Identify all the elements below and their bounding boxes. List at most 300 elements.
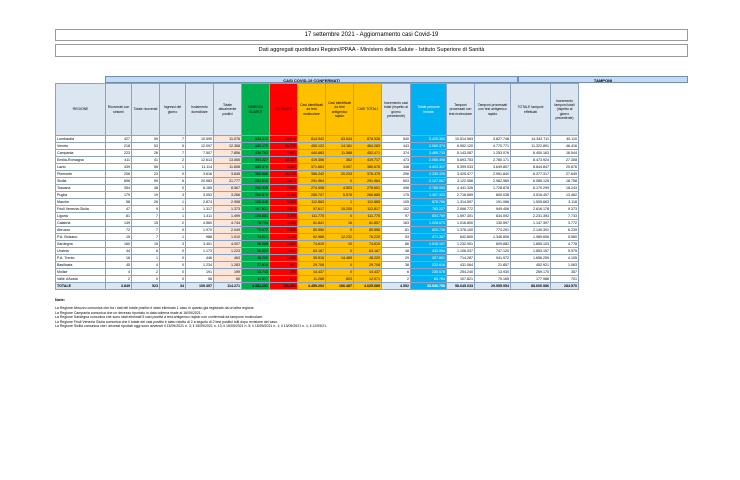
cell-recovered: 13.743 bbox=[242, 269, 270, 276]
cell-hospitalized: 439 bbox=[106, 164, 132, 171]
cell-current-positive: 1.223 bbox=[214, 248, 242, 255]
cell-total-cases: 14.437 bbox=[354, 269, 382, 276]
cell-antigen-cases: 0 bbox=[326, 262, 354, 269]
cell-icu-total: 23 bbox=[132, 171, 160, 178]
cell-people-tested: 1.407.323 bbox=[411, 192, 447, 199]
cell-test-increase: 46.416 bbox=[551, 143, 579, 150]
cell-antigen-cases: 362 bbox=[326, 157, 354, 164]
cell-deaths: 8.593 bbox=[270, 164, 298, 171]
cell-hospitalized: 16 bbox=[106, 255, 132, 262]
cell-recovered: 106.845 bbox=[242, 199, 270, 206]
cell-icu-admissions: 1 bbox=[160, 213, 186, 220]
cell-antigen-cases: 166.487 bbox=[326, 283, 354, 290]
cell-people-tested: 3.489.733 bbox=[411, 150, 447, 157]
cell-hospitalized: 179 bbox=[106, 192, 132, 199]
cell-icu-total: 41 bbox=[132, 157, 160, 164]
cell-molecular-cases: 35.516 bbox=[298, 255, 326, 262]
cell-test-increase: 701 bbox=[551, 276, 579, 283]
cell-case-increase: 443 bbox=[382, 143, 411, 150]
cell-icu-total: 9 bbox=[132, 206, 160, 213]
cell-total-tests: 6.085.125 bbox=[511, 178, 551, 185]
table-row bbox=[56, 150, 579, 157]
col-home-isolation: Isolamento domiciliare bbox=[186, 84, 214, 136]
cell-deaths: 3.062 bbox=[270, 199, 298, 206]
note-line: La Regione Sardegna comunica che sono stati eliminati 5 casi positivi a test antigenico rapido non confermati da tampone molecolare. bbox=[55, 315, 263, 320]
cell-test-increase: 284.570 bbox=[551, 283, 579, 290]
cell-icu-total: 48 bbox=[132, 185, 160, 192]
cell-case-increase: 48 bbox=[382, 248, 411, 255]
cell-region: Friuli Venezia Giulia bbox=[56, 206, 106, 213]
cell-test-increase: 40.110 bbox=[551, 136, 579, 143]
cell-icu-total: 2 bbox=[132, 269, 160, 276]
cell-home-isolation: 2.874 bbox=[186, 199, 214, 206]
cell-total-cases: 291.964 bbox=[354, 178, 382, 185]
cell-molecular-tests: 1.314.597 bbox=[447, 199, 475, 206]
cell-molecular-cases: 274.008 bbox=[298, 185, 326, 192]
table-row bbox=[56, 241, 579, 248]
cell-hospitalized: 149 bbox=[106, 220, 132, 227]
cell-home-isolation: 1.317 bbox=[186, 206, 214, 213]
cell-current-positive: 114.271 bbox=[214, 283, 242, 290]
cell-antigen-tests: 949.406 bbox=[475, 206, 511, 213]
covid-cases-table bbox=[55, 83, 579, 290]
cell-molecular-cases: 63.167 bbox=[298, 248, 326, 255]
cell-antigen-cases: 10 bbox=[326, 241, 354, 248]
cell-total-tests: 88.600.986 bbox=[511, 283, 551, 290]
col-antigen-tests: Tamponi processati con test antigenico rapido bbox=[475, 84, 511, 136]
cell-people-tested: 433.554 bbox=[411, 248, 447, 255]
cell-recovered: 440.179 bbox=[242, 143, 270, 150]
cell-icu-admissions: 3 bbox=[160, 192, 186, 199]
cell-icu-total: 59 bbox=[132, 136, 160, 143]
cell-total-cases: 63.167 bbox=[354, 248, 382, 255]
cell-current-positive: 13.065 bbox=[214, 157, 242, 164]
cell-region: Lombardia bbox=[56, 136, 106, 143]
cell-case-increase: 348 bbox=[382, 164, 411, 171]
cell-hospitalized: 58 bbox=[106, 199, 132, 206]
cell-test-increase: 13.462 bbox=[551, 192, 579, 199]
cell-molecular-cases: 112.863 bbox=[298, 199, 326, 206]
cell-molecular-cases: 111.775 bbox=[298, 213, 326, 220]
cell-region: Valle d'Aosta bbox=[56, 276, 106, 283]
cell-region: Piemonte bbox=[56, 171, 106, 178]
cell-region: Umbria bbox=[56, 248, 106, 255]
col-antigen-cases: Casi identificati da test antigenico rapido bbox=[326, 84, 354, 136]
cell-molecular-tests: 5.693.753 bbox=[447, 157, 475, 164]
cell-icu-admissions: 0 bbox=[160, 269, 186, 276]
table-body bbox=[56, 136, 579, 290]
cell-deaths: 6.764 bbox=[270, 192, 298, 199]
cell-icu-admissions: 0 bbox=[160, 262, 186, 269]
cell-region: Basilicata bbox=[56, 262, 106, 269]
cell-molecular-cases: 814.942 bbox=[298, 136, 326, 143]
cell-antigen-tests: 29.955.954 bbox=[475, 283, 511, 290]
cell-molecular-tests: 254.240 bbox=[447, 269, 475, 276]
cell-recovered: 27.818 bbox=[242, 262, 270, 269]
cell-current-positive: 3.266 bbox=[214, 192, 242, 199]
cell-hospitalized: 15 bbox=[106, 234, 132, 241]
cell-hospitalized: 160 bbox=[106, 241, 132, 248]
table-row bbox=[56, 220, 579, 227]
col-people-tested: Totale persone testate bbox=[411, 84, 447, 136]
cell-current-positive: 1.010 bbox=[214, 234, 242, 241]
cell-total-cases: 4.625.689 bbox=[354, 283, 382, 290]
cell-home-isolation: 8.165 bbox=[186, 185, 214, 192]
cell-antigen-cases: 63.544 bbox=[326, 136, 354, 143]
cell-molecular-tests: 1.106.037 bbox=[447, 248, 475, 255]
cell-test-increase: 4.778 bbox=[551, 241, 579, 248]
report-title: 17 settembre 2021 - Aggiornamento casi Covid-19 bbox=[55, 29, 688, 41]
cell-case-increase: 163 bbox=[382, 220, 411, 227]
cell-people-tested: 2.785.993 bbox=[411, 185, 447, 192]
report-subtitle: Dati aggregati quotidiani Regioni/PPAA - Ministero della Salute - Istituto Superiore di Sanità bbox=[55, 44, 688, 57]
cell-hospitalized: 354 bbox=[106, 185, 132, 192]
cell-home-isolation: 988 bbox=[186, 234, 214, 241]
cell-recovered: 4.381.191 bbox=[242, 283, 270, 290]
cell-people-tested: 825.728 bbox=[411, 227, 447, 234]
table-row bbox=[56, 192, 579, 199]
cell-region: P.A. Bolzano bbox=[56, 234, 106, 241]
cell-icu-admissions: 7 bbox=[160, 136, 186, 143]
cell-case-increase: 498 bbox=[382, 185, 411, 192]
cell-total-cases: 419.717 bbox=[354, 157, 382, 164]
cell-deaths: 13.427 bbox=[270, 157, 298, 164]
cell-icu-total: 4 bbox=[132, 262, 160, 269]
cell-home-isolation: 11.114 bbox=[186, 164, 214, 171]
cell-home-isolation: 109.357 bbox=[186, 283, 214, 290]
col-region: REGIONE bbox=[56, 84, 106, 136]
cell-current-positive: 8.567 bbox=[214, 185, 242, 192]
table-row bbox=[56, 164, 579, 171]
cell-recovered: 262.935 bbox=[242, 185, 270, 192]
cell-current-positive: 1.283 bbox=[214, 262, 242, 269]
cell-test-increase: 357 bbox=[551, 269, 579, 276]
cell-deaths: 607 bbox=[270, 262, 298, 269]
cell-antigen-tests: 13.930 bbox=[475, 269, 511, 276]
cell-case-increase: 105 bbox=[382, 199, 411, 206]
cell-icu-total: 7 bbox=[132, 227, 160, 234]
cell-people-tested: 233.616 bbox=[411, 262, 447, 269]
cell-total-tests: 11.322.891 bbox=[511, 143, 551, 150]
cell-molecular-cases: 74.619 bbox=[298, 241, 326, 248]
cell-total-tests: 6.377.317 bbox=[511, 171, 551, 178]
cell-antigen-tests: 609.882 bbox=[475, 241, 511, 248]
cell-region: Sardegna bbox=[56, 241, 106, 248]
cell-total-tests: 269.170 bbox=[511, 269, 551, 276]
cell-total-cases: 29.708 bbox=[354, 262, 382, 269]
cell-icu-admissions: 1 bbox=[160, 206, 186, 213]
table-row bbox=[56, 136, 579, 143]
cell-antigen-tests: 1.253.076 bbox=[475, 150, 511, 157]
cell-people-tested: 783.227 bbox=[411, 206, 447, 213]
cell-current-positive: 4.744 bbox=[214, 220, 242, 227]
cell-total-cases: 111.775 bbox=[354, 213, 382, 220]
table-row bbox=[56, 178, 579, 185]
cell-icu-total: 1 bbox=[132, 255, 160, 262]
cell-hospitalized: 427 bbox=[106, 136, 132, 143]
cell-region: Lazio bbox=[56, 164, 106, 171]
cell-recovered: 263.514 bbox=[242, 178, 270, 185]
cell-deaths: 130.201 bbox=[270, 283, 298, 290]
cell-total-cases: 380.676 bbox=[354, 164, 382, 171]
cell-molecular-tests: 1.016.800 bbox=[447, 220, 475, 227]
cell-hospitalized: 206 bbox=[106, 171, 132, 178]
col-deaths: DECEDUTI bbox=[270, 84, 298, 136]
cell-home-isolation: 4.560 bbox=[186, 220, 214, 227]
cell-molecular-tests: 2.066.772 bbox=[447, 206, 475, 213]
cell-recovered: 360.475 bbox=[242, 164, 270, 171]
cell-total-tests: 177.986 bbox=[511, 276, 551, 283]
cell-molecular-tests: 1.376.100 bbox=[447, 227, 475, 234]
cell-case-increase: 102 bbox=[382, 206, 411, 213]
cell-test-increase: 3.772 bbox=[551, 220, 579, 227]
cell-molecular-cases: 291.964 bbox=[298, 178, 326, 185]
cell-people-tested: 2.069.374 bbox=[411, 143, 447, 150]
table-row bbox=[56, 199, 579, 206]
cell-current-positive: 1.499 bbox=[214, 213, 242, 220]
table-row bbox=[56, 262, 579, 269]
cell-hospitalized: 218 bbox=[106, 143, 132, 150]
cell-icu-total: 7 bbox=[132, 234, 160, 241]
cell-home-isolation: 191 bbox=[186, 269, 214, 276]
cell-home-isolation: 1.970 bbox=[186, 227, 214, 234]
cell-case-increase: 38 bbox=[382, 262, 411, 269]
cell-hospitalized: 45 bbox=[106, 262, 132, 269]
cell-people-tested: 834.769 bbox=[411, 213, 447, 220]
cell-total-tests: 8.844.847 bbox=[511, 164, 551, 171]
cell-people-tested: 876.766 bbox=[411, 199, 447, 206]
cell-case-increase: 6 bbox=[382, 269, 411, 276]
col-case-increase: Incremento casi totali (rispetto al giorno precedente) bbox=[382, 84, 411, 136]
cell-recovered: 107.631 bbox=[242, 206, 270, 213]
cell-deaths: 499 bbox=[270, 269, 298, 276]
cell-test-increase: 4.105 bbox=[551, 255, 579, 262]
cell-home-isolation: 446 bbox=[186, 255, 214, 262]
cell-test-increase: 5.560 bbox=[551, 234, 579, 241]
cell-current-positive: 1.373 bbox=[214, 206, 242, 213]
cell-hospitalized: 223 bbox=[106, 150, 132, 157]
table-row bbox=[56, 206, 579, 213]
cell-molecular-cases: 371.663 bbox=[298, 164, 326, 171]
table-row bbox=[56, 213, 579, 220]
cell-antigen-tests: 4.770.771 bbox=[475, 143, 511, 150]
cell-antigen-cases: 0 bbox=[326, 213, 354, 220]
cell-icu-total: 53 bbox=[132, 143, 160, 150]
cell-total-tests: 2.149.391 bbox=[511, 227, 551, 234]
cell-molecular-tests: 3.122.556 bbox=[447, 178, 475, 185]
cell-people-tested: 471.307 bbox=[411, 234, 447, 241]
note-line: La Regione Friuli Venezia Giulia comunica che il totale dei casi positivi è stato ridotto di 2 a seguito di 2 test positivi tolti dopo revisione del caso. bbox=[55, 319, 278, 324]
cell-recovered: 393.227 bbox=[242, 157, 270, 164]
col-total-cases: CASI TOTALI bbox=[354, 84, 382, 136]
cell-deaths: 3.813 bbox=[270, 206, 298, 213]
cell-molecular-tests: 431.064 bbox=[447, 262, 475, 269]
cell-icu-total: 26 bbox=[132, 199, 160, 206]
cell-deaths: 4.395 bbox=[270, 213, 298, 220]
cell-molecular-cases: 97.617 bbox=[298, 206, 326, 213]
cell-total-tests: 2.616.178 bbox=[511, 206, 551, 213]
cell-case-increase: 97 bbox=[382, 213, 411, 220]
cell-case-increase: 175 bbox=[382, 192, 411, 199]
cell-icu-total: 15 bbox=[132, 241, 160, 248]
cell-region: Calabria bbox=[56, 220, 106, 227]
cell-home-isolation: 1.411 bbox=[186, 213, 214, 220]
cell-antigen-cases: 20.233 bbox=[326, 171, 354, 178]
cell-home-isolation: 10.590 bbox=[186, 136, 214, 143]
cell-current-positive: 3.845 bbox=[214, 171, 242, 178]
cell-antigen-cases: 9.007 bbox=[326, 164, 354, 171]
cell-case-increase: 53 bbox=[382, 234, 411, 241]
cell-molecular-cases: 356.242 bbox=[298, 171, 326, 178]
cell-total-tests: 1.989.606 bbox=[511, 234, 551, 241]
cell-deaths: 2.535 bbox=[270, 227, 298, 234]
cell-people-tested: 2.335.325 bbox=[411, 171, 447, 178]
cell-antigen-tests: 747.120 bbox=[475, 248, 511, 255]
cell-icu-total: 523 bbox=[132, 283, 160, 290]
cell-total-cases: 112.865 bbox=[354, 199, 382, 206]
cell-total-tests: 1.147.397 bbox=[511, 220, 551, 227]
cell-hospitalized: 72 bbox=[106, 227, 132, 234]
cell-current-positive: 2.049 bbox=[214, 227, 242, 234]
cell-recovered: 66.988 bbox=[242, 241, 270, 248]
table-row bbox=[56, 157, 579, 164]
cell-region: Veneto bbox=[56, 143, 106, 150]
cell-molecular-tests: 1.232.901 bbox=[447, 241, 475, 248]
cell-test-increase: 3.118 bbox=[551, 199, 579, 206]
cell-deaths: 11.736 bbox=[270, 143, 298, 150]
note-line: La Regione Abruzzo comunica che tra i dati del totale positivi è stato eliminato 1 caso in quanto già registrato da un'altra regione. bbox=[55, 306, 255, 311]
table-row bbox=[56, 185, 579, 192]
cell-test-increase: 7.733 bbox=[551, 213, 579, 220]
cell-deaths: 1.441 bbox=[270, 248, 298, 255]
cell-region: Marche bbox=[56, 199, 106, 206]
cell-region: Emilia-Romagna bbox=[56, 157, 106, 164]
cell-region: Sicilia bbox=[56, 178, 106, 185]
cell-total-tests: 1.853.157 bbox=[511, 248, 551, 255]
cell-antigen-tests: 2.951.840 bbox=[475, 171, 511, 178]
cell-icu-admissions: 1 bbox=[160, 164, 186, 171]
cell-molecular-cases: 81.841 bbox=[298, 220, 326, 227]
cell-case-increase: 4.552 bbox=[382, 283, 411, 290]
cell-antigen-tests: 941.972 bbox=[475, 255, 511, 262]
cell-hospitalized: 4 bbox=[106, 269, 132, 276]
cell-total-cases: 266.885 bbox=[354, 192, 382, 199]
cell-test-increase: 1.063 bbox=[551, 262, 579, 269]
cell-current-positive: 21.777 bbox=[214, 178, 242, 185]
cell-total-cases: 878.526 bbox=[354, 136, 382, 143]
cell-antigen-tests: 1.728.878 bbox=[475, 185, 511, 192]
cell-recovered: 48.209 bbox=[242, 255, 270, 262]
cell-region: Liguria bbox=[56, 213, 106, 220]
cell-recovered: 60.503 bbox=[242, 248, 270, 255]
cell-icu-admissions: 0 bbox=[160, 255, 186, 262]
cell-region: TOTALE bbox=[56, 283, 106, 290]
cell-case-increase: 2 bbox=[382, 276, 411, 283]
cell-icu-admissions: 1 bbox=[160, 199, 186, 206]
table-row bbox=[56, 269, 579, 276]
cell-antigen-tests: 3.827.748 bbox=[475, 136, 511, 143]
cell-icu-admissions: 0 bbox=[160, 276, 186, 283]
table-row bbox=[56, 234, 579, 241]
cell-hospitalized: 3.849 bbox=[106, 283, 132, 290]
cell-icu-admissions: 6 bbox=[160, 178, 186, 185]
cell-home-isolation: 12.097 bbox=[186, 143, 214, 150]
cell-antigen-tests: 1.346.806 bbox=[475, 234, 511, 241]
cell-case-increase: 540 bbox=[382, 136, 411, 143]
cell-antigen-cases: 0 bbox=[326, 227, 354, 234]
cell-current-positive: 11.608 bbox=[214, 164, 242, 171]
cell-molecular-tests: 10.514.963 bbox=[447, 136, 475, 143]
notes-title: Note: bbox=[55, 297, 66, 302]
cell-region: Molise bbox=[56, 269, 106, 276]
cell-test-increase: 27.308 bbox=[551, 157, 579, 164]
cell-total-cases: 74.619 bbox=[354, 241, 382, 248]
cell-deaths: 7.099 bbox=[270, 185, 298, 192]
cell-antigen-cases: 14.161 bbox=[326, 143, 354, 150]
cell-current-positive: 199 bbox=[214, 269, 242, 276]
cell-people-tested: 83.764 bbox=[411, 276, 447, 283]
cell-home-isolation: 3.053 bbox=[186, 192, 214, 199]
cell-total-tests: 6.170.299 bbox=[511, 185, 551, 192]
note-line: La Regione Campania comunica che un decesso riportato in data odierna risale al 16/09/2021. bbox=[55, 310, 202, 315]
cell-icu-admissions: 5 bbox=[160, 143, 186, 150]
cell-total-tests: 3.516.407 bbox=[511, 192, 551, 199]
cell-antigen-tests: 70.165 bbox=[475, 276, 511, 283]
cell-recovered: 75.794 bbox=[242, 220, 270, 227]
cell-antigen-cases: 1 bbox=[326, 199, 354, 206]
cell-total-tests: 2.231.393 bbox=[511, 213, 551, 220]
cell-icu-admissions: 0 bbox=[160, 248, 186, 255]
cell-icu-total: 15 bbox=[132, 220, 160, 227]
cell-antigen-cases: 0 bbox=[326, 248, 354, 255]
cell-molecular-cases: 4.459.202 bbox=[298, 283, 326, 290]
cell-region: Campania bbox=[56, 150, 106, 157]
cell-molecular-cases: 29.708 bbox=[298, 262, 326, 269]
cell-current-positive: 7.856 bbox=[214, 150, 242, 157]
cell-test-increase: 5.975 bbox=[551, 248, 579, 255]
cell-icu-total: 6 bbox=[132, 248, 160, 255]
cell-people-tested: 2.056.498 bbox=[411, 157, 447, 164]
col-test-increase: Incremento tamponi totali (rispetto al giorno precedente) bbox=[551, 84, 579, 136]
col-total-tests: TOTALE tamponi effettuati bbox=[511, 84, 551, 136]
cell-deaths: 6.673 bbox=[270, 178, 298, 185]
cell-case-increase: 29 bbox=[382, 255, 411, 262]
cell-test-increase: 20.676 bbox=[551, 164, 579, 171]
cell-home-isolation: 1.234 bbox=[186, 262, 214, 269]
cell-antigen-tests: 21.857 bbox=[475, 262, 511, 269]
cell-recovered: 834.471 bbox=[242, 136, 270, 143]
cell-total-tests: 1.855.103 bbox=[511, 241, 551, 248]
cell-total-tests: 14.342.711 bbox=[511, 136, 551, 143]
cell-molecular-cases: 450.122 bbox=[298, 143, 326, 150]
cell-total-cases: 464.283 bbox=[354, 143, 382, 150]
cell-hospitalized: 2 bbox=[106, 276, 132, 283]
cell-total-tests: 8.473.924 bbox=[511, 157, 551, 164]
cell-icu-total: 19 bbox=[132, 192, 160, 199]
col-recovered: DIMESSI/ GUARITI bbox=[242, 84, 270, 136]
cell-icu-admissions: 2 bbox=[160, 157, 186, 164]
cell-current-positive: 4.007 bbox=[214, 241, 242, 248]
cell-antigen-cases: 15.200 bbox=[326, 206, 354, 213]
col-molecular-tests: Tamponi processati con test molecolare bbox=[447, 84, 475, 136]
cell-hospitalized: 44 bbox=[106, 248, 132, 255]
cell-molecular-cases: 62.988 bbox=[298, 234, 326, 241]
cell-icu-total: 7 bbox=[132, 213, 160, 220]
cell-molecular-tests: 6.552.120 bbox=[447, 143, 475, 150]
cell-icu-admissions: 3 bbox=[160, 241, 186, 248]
cell-home-isolation: 3.401 bbox=[186, 241, 214, 248]
cell-icu-admissions: 1 bbox=[160, 234, 186, 241]
